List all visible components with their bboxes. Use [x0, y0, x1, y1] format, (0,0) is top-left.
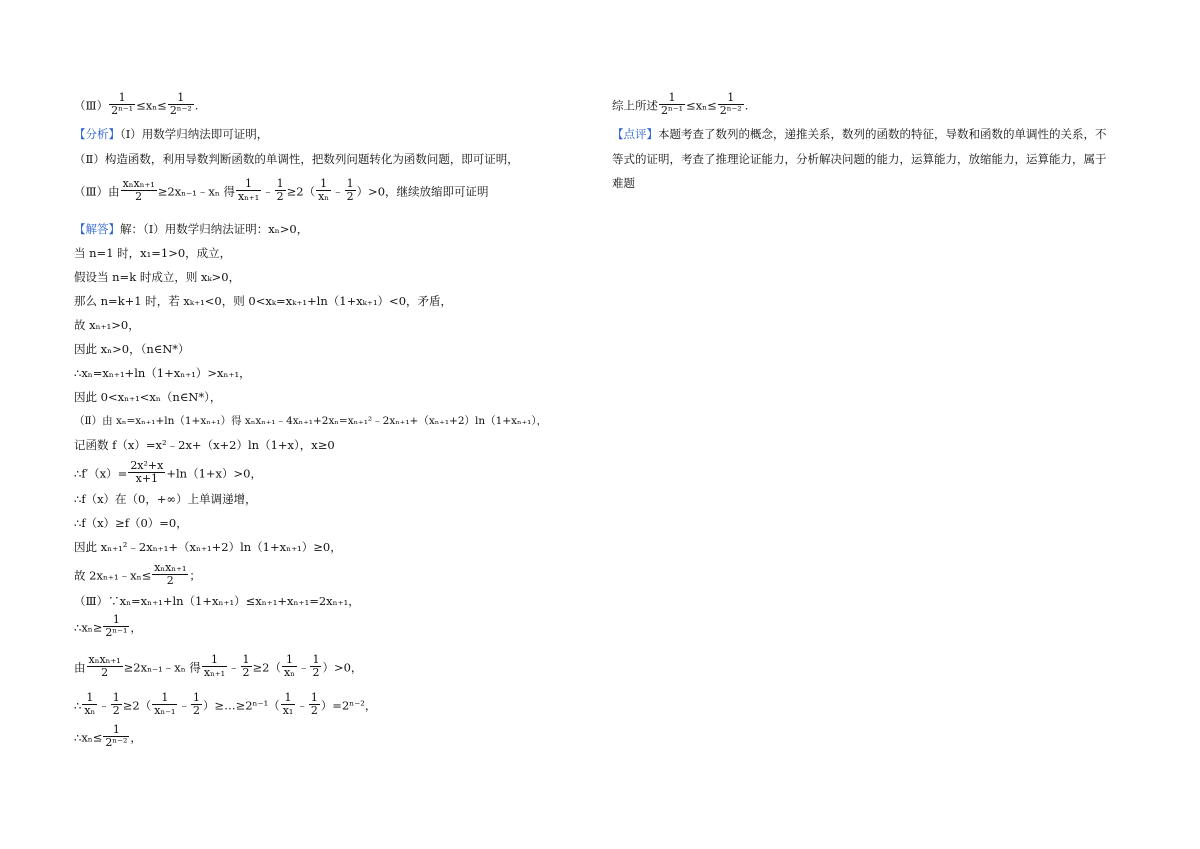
solution-line: （Ⅱ）由 xₙ=xₙ₊₁+ln（1+xₙ₊₁）得 xₙxₙ₊₁﹣4xₙ₊₁+2xₙ=xₙ₊₁²﹣2xₙ₊₁+（xₙ₊₁+2）ln（1+xₙ₊₁），: [74, 415, 548, 427]
solution-lower-bound: ∴xₙ≥ $\frac{1}{\text{2ⁿ⁻¹}}$ ，: [74, 613, 142, 639]
solution-line: 当 n=1 时，x₁=1>0，成立，: [74, 246, 232, 260]
solution-line: ∴f（x）在（0，+∞）上单调递增，: [74, 492, 257, 506]
analysis-line-3: （Ⅲ）由 $\frac{\text{xₙxₙ₊₁}}{2}$ ≥2xₙ₋₁﹣xₙ 得 $\frac{1}{\text{xₙ₊₁}}$ ﹣ $\frac{1}{2}$ ≥2（ $\frac{1}{\text{xₙ}}$ ﹣ $\frac{1}{2}$ ）>0，继续放缩即可证明: [74, 177, 489, 203]
solution-line: 因此 xₙ>0，（n∈N*）: [74, 342, 190, 356]
analysis-line-1: 【分析】（Ⅰ）用数学归纳法即可证明，: [74, 127, 269, 141]
comment-line-2: 等式的证明，考查了推理论证能力，分析解决问题的能力，运算能力，放缩能力，运算能力，属于: [612, 152, 1107, 166]
conclusion: 综上所述 $\frac{1}{\text{2ⁿ⁻¹}}$ ≤xₙ≤ $\frac{1}{\text{2ⁿ⁻²}}$ .: [612, 91, 749, 117]
solution-upper-bound: ∴xₙ≤ $\frac{1}{\text{2ⁿ⁻²}}$ ，: [74, 723, 142, 749]
solution-line: 故 xₙ₊₁>0，: [74, 318, 140, 332]
solution-derivative: ∴f′（x）= $\frac{\text{2x²+x}}{x+1}$ +ln（1+x）>0，: [74, 459, 262, 485]
solution-line-1: 【解答】解：（Ⅰ）用数学归纳法证明：xₙ>0，: [74, 222, 309, 236]
comment-tag: 【点评】: [612, 127, 658, 141]
solution-line: 假设当 n=k 时成立，则 xₖ>0，: [74, 270, 241, 284]
solution-line: ∴xₙ=xₙ₊₁+ln（1+xₙ₊₁）>xₙ₊₁，: [74, 366, 251, 380]
solution-line: 因此 xₙ₊₁²﹣2xₙ₊₁+（xₙ₊₁+2）ln（1+xₙ₊₁）≥0，: [74, 540, 342, 554]
fraction: $\frac{1}{\text{2ⁿ⁻¹}}$: [111, 91, 134, 117]
analysis-line-2: （Ⅱ）构造函数，利用导数判断函数的单调性，把数列问题转化为函数问题，即可证明，: [74, 152, 519, 166]
solution-line: 那么 n=k+1 时，若 xₖ₊₁<0，则 0<xₖ=xₖ₊₁+ln（1+xₖ₊₁）<0，矛盾，: [74, 294, 453, 308]
part3-statement: （Ⅲ） $\frac{1}{\text{2ⁿ⁻¹}}$ ≤xₙ≤ $\frac{1}{\text{2ⁿ⁻²}}$ .: [74, 91, 199, 117]
solution-line: 因此 0<xₙ₊₁<xₙ（n∈N*），: [74, 390, 222, 404]
solution-line: （Ⅲ）∵xₙ=xₙ₊₁+ln（1+xₙ₊₁）≤xₙ₊₁+xₙ₊₁=2xₙ₊₁，: [74, 594, 360, 608]
solution-chain: ∴ $\frac{1}{\text{xₙ}}$ ﹣ $\frac{1}{2}$ ≥2（ $\frac{1}{\text{xₙ₋₁}}$ ﹣ $\frac{1}{2}$ ）≥…≥2ⁿ⁻¹（ $\frac{1}{\text{x₁}}$ ﹣ $\frac{1}{2}$ ）=2ⁿ⁻²，: [74, 691, 377, 717]
solution-tag: 【解答】: [74, 222, 120, 236]
solution-line: 记函数 f（x）=x²﹣2x+（x+2）ln（1+x），x≥0: [74, 438, 335, 452]
comment-line-3: 难题: [612, 176, 635, 190]
solution-inequality: 故 2xₙ₊₁﹣xₙ≤ $\frac{\text{xₙxₙ₊₁}}{2}$ ；: [74, 561, 201, 587]
solution-line: ∴f（x）≥f（0）=0，: [74, 516, 188, 530]
analysis-tag: 【分析】: [74, 127, 120, 141]
fraction: $\frac{1}{\text{2ⁿ⁻²}}$: [169, 91, 192, 117]
comment-line-1: 【点评】本题考查了数列的概念，递推关系，数列的函数的特征，导数和函数的单调性的关系，不: [612, 127, 1107, 141]
solution-recurrence: 由 $\frac{\text{xₙxₙ₊₁}}{2}$ ≥2xₙ₋₁﹣xₙ 得 $\frac{1}{\text{xₙ₊₁}}$ ﹣ $\frac{1}{2}$ ≥2（ $\frac{1}{\text{xₙ}}$ ﹣ $\frac{1}{2}$ ）>0，: [74, 653, 363, 679]
